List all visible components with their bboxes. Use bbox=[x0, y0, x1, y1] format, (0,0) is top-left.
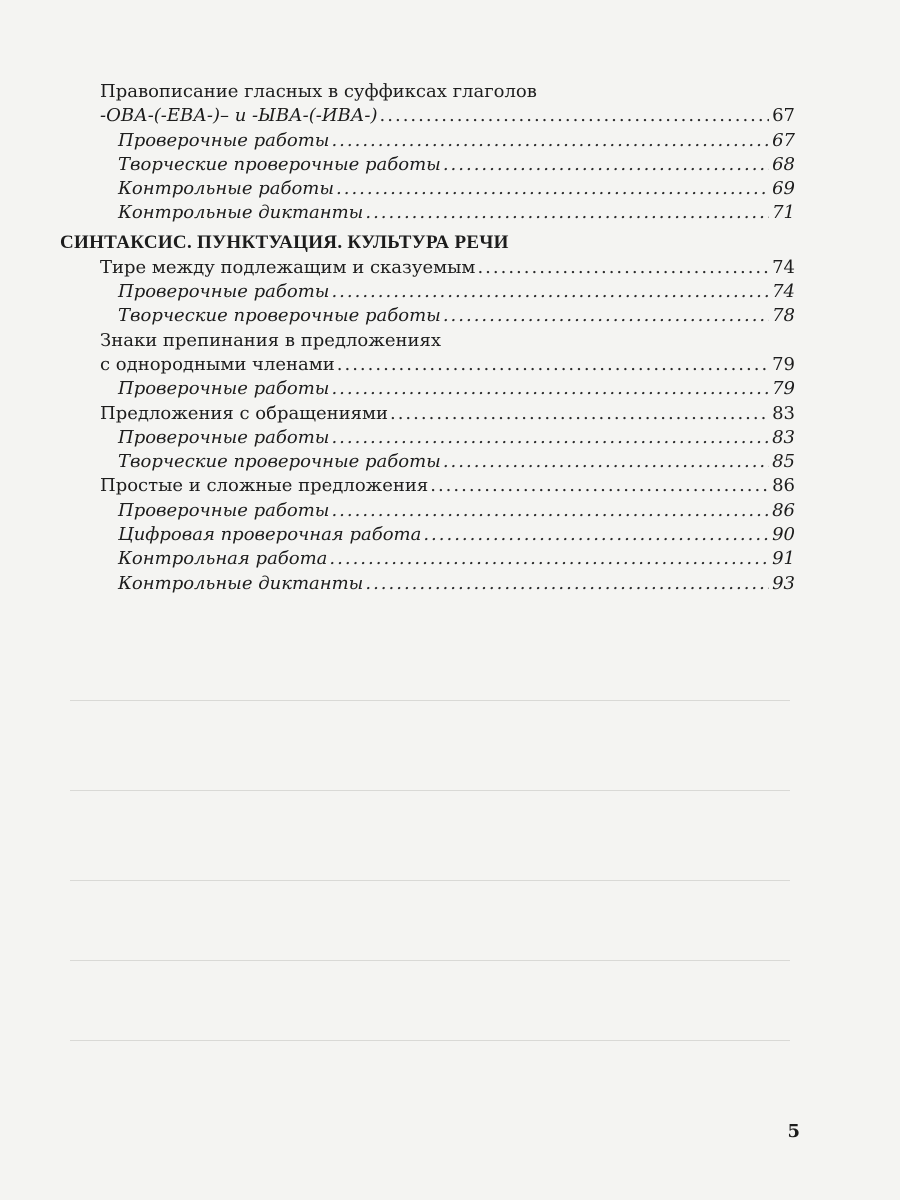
leader-dots bbox=[336, 177, 769, 201]
toc-page-number: 69 bbox=[772, 178, 795, 200]
toc-page-number: 86 bbox=[772, 499, 795, 521]
leader-dots bbox=[443, 304, 769, 328]
toc-subentry bbox=[60, 153, 795, 177]
toc-page-number: 93 bbox=[772, 572, 795, 594]
toc-entry-label: Проверочные работы bbox=[118, 499, 330, 521]
page-number: 5 bbox=[787, 1121, 800, 1142]
toc-page-number: 71 bbox=[772, 202, 795, 224]
toc-entry bbox=[60, 474, 795, 498]
toc-page-number: 67 bbox=[772, 105, 795, 127]
toc-page-number: 83 bbox=[772, 402, 795, 424]
table-of-contents bbox=[60, 80, 795, 596]
leader-dots bbox=[443, 450, 769, 474]
leader-dots bbox=[331, 426, 769, 450]
toc-subentry bbox=[60, 499, 795, 523]
toc-entry-label: Контрольные работы bbox=[118, 178, 335, 200]
toc-page-number: 74 bbox=[772, 256, 795, 278]
toc-page-number: 68 bbox=[772, 153, 795, 175]
toc-page-number: 86 bbox=[772, 475, 795, 497]
toc-subentry bbox=[60, 304, 795, 328]
toc-subentry bbox=[60, 450, 795, 474]
toc-entry-label: с однородными членами bbox=[100, 353, 335, 375]
leader-dots bbox=[329, 547, 769, 571]
leader-dots bbox=[390, 402, 769, 426]
toc-subentry bbox=[60, 547, 795, 571]
toc-entry-label: Цифровая проверочная работа bbox=[118, 524, 422, 546]
leader-dots bbox=[477, 256, 769, 280]
toc-entry bbox=[60, 402, 795, 426]
show-through-texture bbox=[70, 700, 790, 701]
leader-dots bbox=[365, 201, 769, 225]
toc-entry-label: Контрольные диктанты bbox=[118, 572, 364, 594]
leader-dots bbox=[331, 377, 769, 401]
toc-entry-label: Проверочные работы bbox=[118, 426, 330, 448]
toc-subentry bbox=[60, 572, 795, 596]
toc-entry-label: Творческие проверочные работы bbox=[118, 451, 441, 473]
leader-dots bbox=[380, 104, 769, 128]
leader-dots bbox=[331, 129, 769, 153]
toc-entry-label: Тире между подлежащим и сказуемым bbox=[100, 256, 476, 278]
toc-entry-label: Проверочные работы bbox=[118, 378, 330, 400]
toc-page-number: 79 bbox=[772, 353, 795, 375]
toc-entry-label: Проверочные работы bbox=[118, 281, 330, 303]
leader-dots bbox=[365, 572, 769, 596]
leader-dots bbox=[430, 474, 769, 498]
show-through-texture bbox=[70, 790, 790, 791]
toc-page-number: 79 bbox=[772, 378, 795, 400]
toc-entry bbox=[60, 353, 795, 377]
leader-dots bbox=[331, 499, 769, 523]
toc-entry bbox=[60, 256, 795, 280]
toc-page-number: 83 bbox=[772, 426, 795, 448]
toc-subentry bbox=[60, 201, 795, 225]
toc-page-number: 91 bbox=[772, 548, 795, 570]
toc-entry-label: Проверочные работы bbox=[118, 129, 330, 151]
toc-entry bbox=[60, 104, 795, 128]
toc-entry-label: -ОВА-(-ЕВА-)– и -ЫВА-(-ИВА-) bbox=[100, 105, 378, 127]
toc-chapter-heading: СИНТАКСИС. ПУНКТУАЦИЯ. КУЛЬТУРА РЕЧИ bbox=[60, 231, 509, 253]
toc-section-title: Правописание гласных в суффиксах глаголов bbox=[100, 81, 537, 102]
show-through-texture bbox=[70, 880, 790, 881]
show-through-texture bbox=[70, 960, 790, 961]
toc-subentry bbox=[60, 280, 795, 304]
toc-subentry bbox=[60, 426, 795, 450]
toc-page-number: 67 bbox=[772, 129, 795, 151]
toc-entry-label: Предложения с обращениями bbox=[100, 402, 388, 424]
toc-subentry bbox=[60, 523, 795, 547]
toc-entry-label: Творческие проверочные работы bbox=[118, 153, 441, 175]
leader-dots bbox=[331, 280, 769, 304]
toc-page-number: 78 bbox=[772, 305, 795, 327]
toc-entry-label: Контрольные диктанты bbox=[118, 202, 364, 224]
toc-section-title: Знаки препинания в предложениях bbox=[100, 329, 441, 351]
show-through-texture bbox=[70, 1040, 790, 1041]
toc-entry-label: Контрольная работа bbox=[118, 548, 328, 570]
toc-subentry bbox=[60, 129, 795, 153]
leader-dots bbox=[337, 353, 769, 377]
toc-page-number: 74 bbox=[772, 281, 795, 303]
toc-subentry bbox=[60, 377, 795, 401]
toc-page-number: 90 bbox=[772, 524, 795, 546]
toc-page-number: 85 bbox=[772, 451, 795, 473]
toc-entry-label: Творческие проверочные работы bbox=[118, 305, 441, 327]
leader-dots bbox=[443, 153, 769, 177]
leader-dots bbox=[423, 523, 769, 547]
toc-entry-label: Простые и сложные предложения bbox=[100, 475, 429, 497]
toc-subentry bbox=[60, 177, 795, 201]
